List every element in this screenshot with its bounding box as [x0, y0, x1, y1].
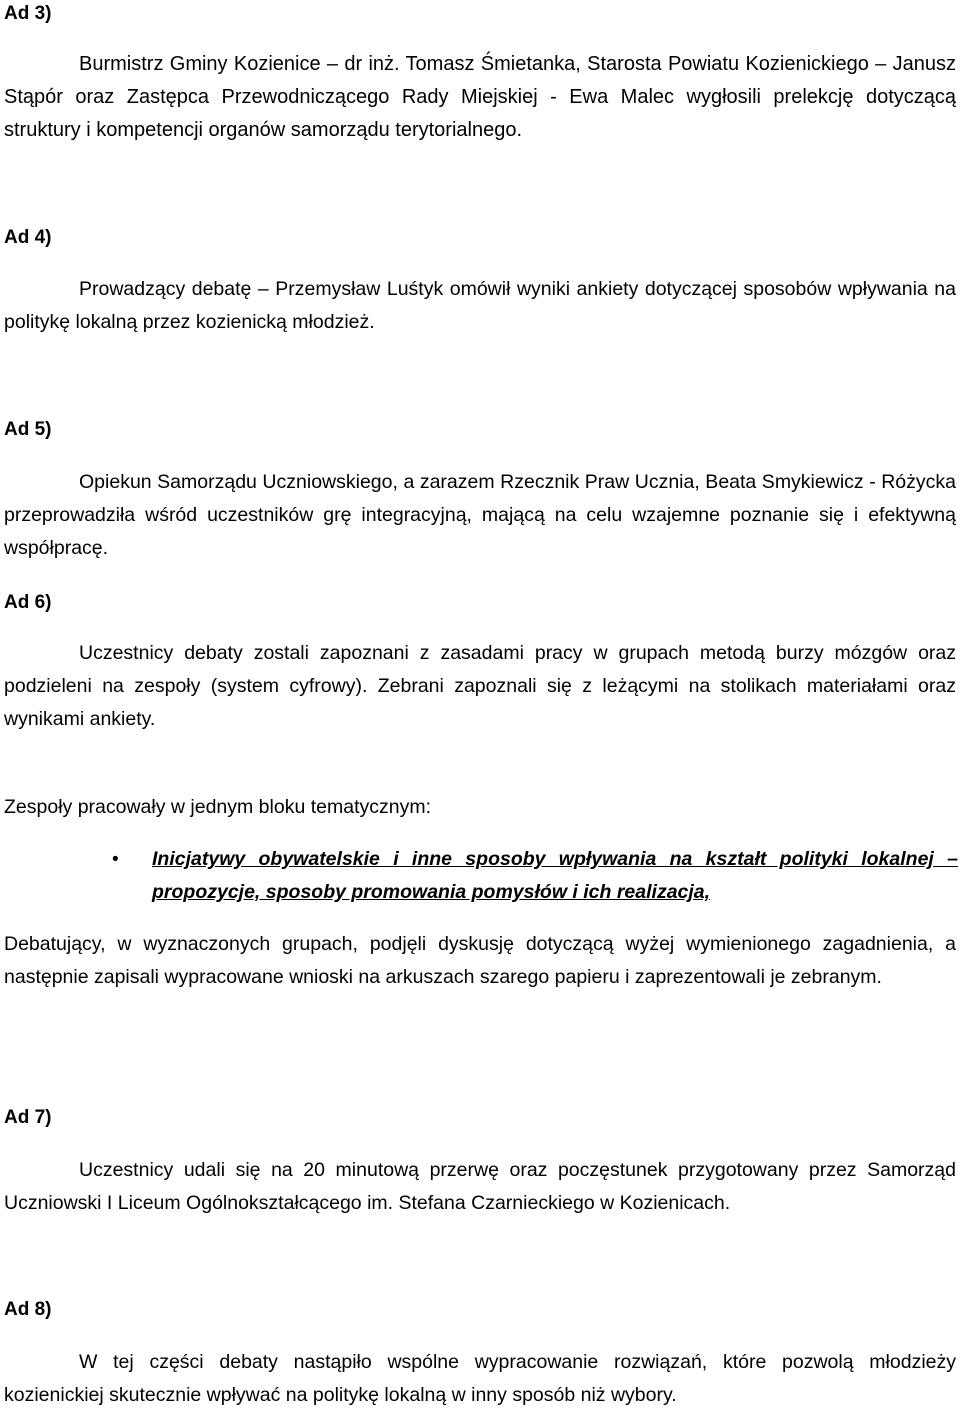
- heading-ad4: Ad 4): [4, 227, 52, 248]
- paragraph-ad7: Uczestnicy udali się na 20 minutową przerwę oraz poczęstunek przygotowany przez Samorząd Uczniowski I Liceum Ogólnokształcącego im. Stefana Czarnieckiego w Kozienicach.: [4, 1159, 956, 1214]
- discussion-paragraph: Debatujący, w wyznaczonych grupach, podjęli dyskusję dotyczącą wyżej wymienionego zagadnienia, a następnie zapisali wypracowane wnioski na arkuszach szarego papieru i zaprezentowali je zebranym.: [4, 933, 956, 988]
- heading-ad3: Ad 3): [4, 3, 52, 24]
- paragraph-ad6: Uczestnicy debaty zostali zapoznani z zasadami pracy w grupach metodą burzy mózgów oraz podzieleni na zespoły (system cyfrowy). Zebrani zapoznali się z leżącymi na stolikach materiałami oraz wynikami ankiety.: [4, 642, 956, 730]
- paragraph-ad5: Opiekun Samorządu Uczniowskiego, a zarazem Rzecznik Praw Ucznia, Beata Smykiewicz - Różycka przeprowadziła wśród uczestników grę integracyjną, mającą na celu wzajemne poznanie się i efektywną współpracę.: [4, 471, 956, 559]
- heading-ad5: Ad 5): [4, 419, 52, 440]
- paragraph-ad3: Burmistrz Gminy Kozienice – dr inż. Tomasz Śmietanka, Starosta Powiatu Kozienickiego – Janusz Stąpór oraz Zastępca Przewodniczącego Rady Miejskiej - Ewa Malec wygłosili prelekcję dotyczącą struktury i kompetencji organów samorządu terytorialnego.: [4, 53, 956, 141]
- paragraph-ad4: Prowadzący debatę – Przemysław Luśtyk omówił wyniki ankiety dotyczącej sposobów wpływania na politykę lokalną przez kozienicką młodzież.: [4, 278, 956, 333]
- bullet-icon: •: [112, 849, 119, 870]
- paragraph-ad8: W tej części debaty nastąpiło wspólne wypracowanie rozwiązań, które pozwolą młodzieży kozienickiej skutecznie wpływać na politykę lokalną w inny sposób niż wybory.: [4, 1351, 956, 1406]
- teams-intro: Zespoły pracowały w jednym bloku tematycznym:: [4, 796, 431, 818]
- bullet-list-item: [112, 843, 958, 909]
- heading-ad6: Ad 6): [4, 592, 52, 613]
- heading-ad8: Ad 8): [4, 1299, 52, 1320]
- bullet-item-text: Inicjatywy obywatelskie i inne sposoby wpływania na kształt polityki lokalnej – propozycje, sposoby promowania pomysłów i ich realizacja,: [152, 848, 958, 903]
- heading-ad7: Ad 7): [4, 1107, 52, 1128]
